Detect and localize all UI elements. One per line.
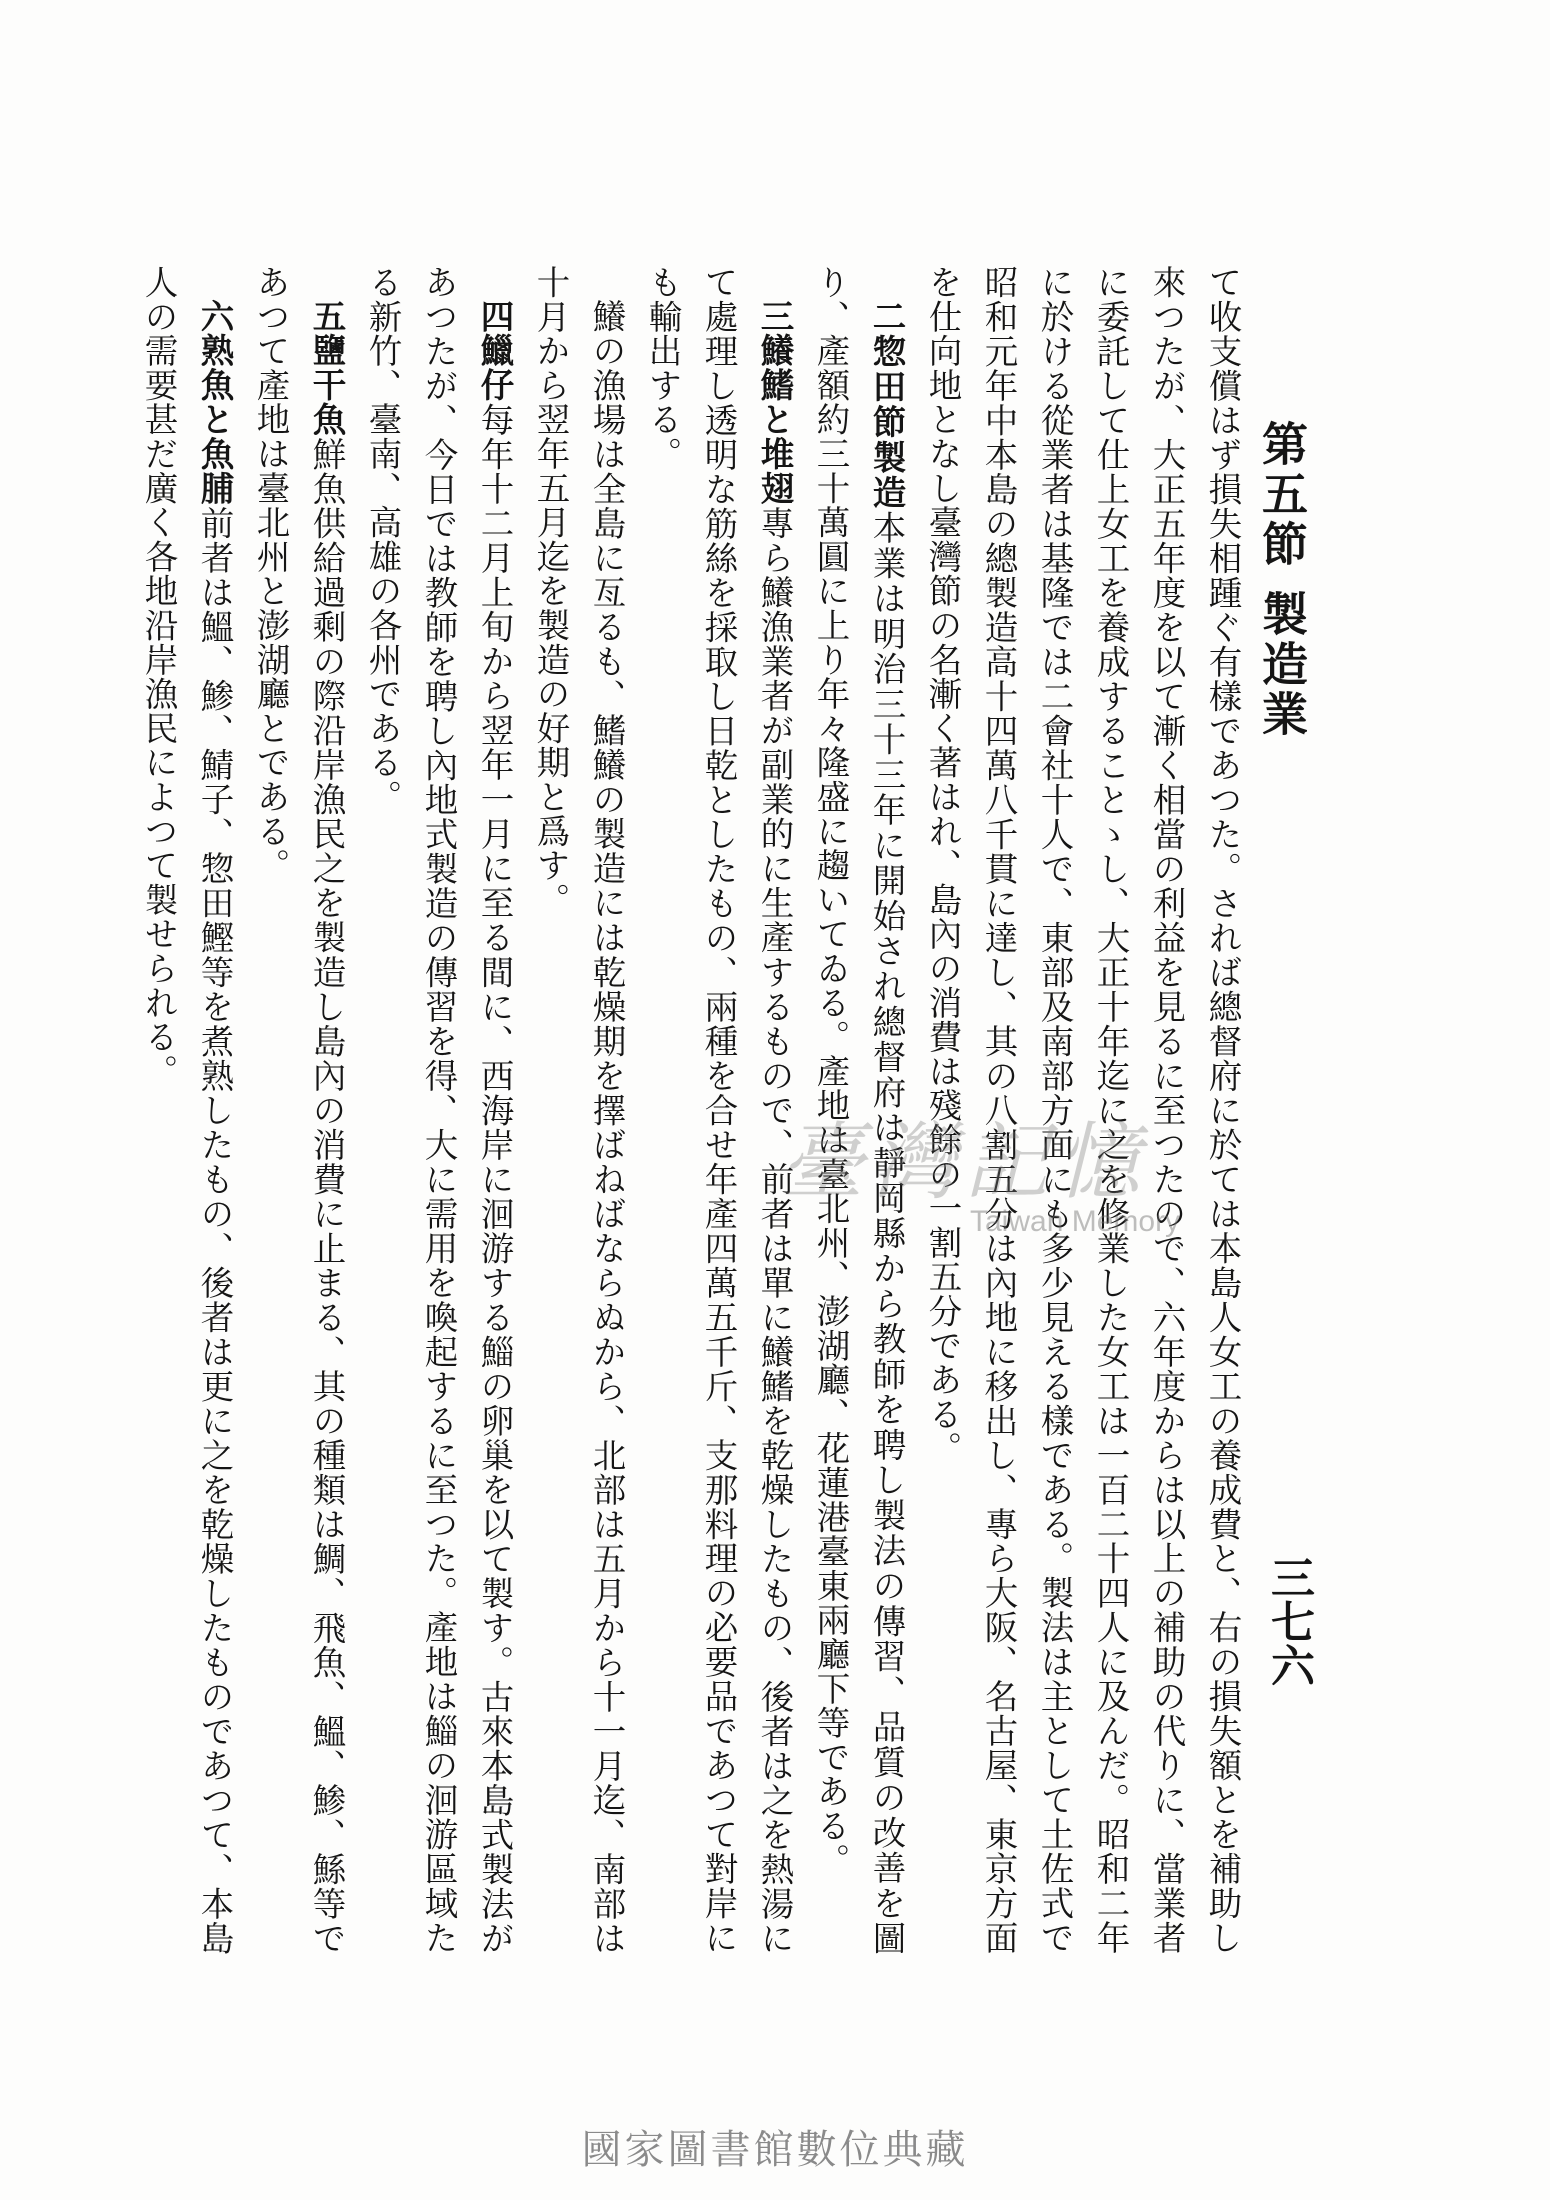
text-body: [130, 265, 1250, 1955]
paragraph-6: [130, 265, 242, 1955]
paragraph-3-continued: 鱶の漁場は全島に亙るも、鰭鱶の製造には乾燥期を擇ばねばならぬから、北部は五月から十一月迄、南部は十月から翌年五月迄を製造の好期と爲す。: [531, 265, 626, 1955]
section-heading: 鱶鰭と堆翅: [755, 333, 794, 506]
section-body: 鮮魚供給過剩の際沿岸漁民之を製造し島內の消費に止まる、其の種類は鯛、飛魚、鰮、鯵、鯀等であつて產地は臺北州と澎湖廳とである。: [251, 265, 346, 1955]
section-number: 六: [195, 298, 234, 334]
paragraph-3: [634, 265, 802, 1955]
section-body: 本業は明治三十三年に開始され總督府は靜岡縣から教師を聘し製法の傳習、品質の改善を圖り、產額約三十萬圓に上り年々隆盛に趨いてゐる。產地は臺北州、澎湖廳、花蓮港臺東兩廳下等である。: [811, 265, 906, 1955]
section-number: 二: [867, 298, 906, 334]
section-number: 四: [475, 298, 514, 334]
section-header: 第五節 製造業: [1255, 420, 1309, 741]
section-number: 三: [755, 298, 794, 334]
section-heading: 熟魚と魚脯: [195, 333, 234, 506]
paragraph-5: [242, 265, 354, 1955]
page-number: 三七六: [1263, 1555, 1314, 1687]
section-heading: 鱲仔: [475, 333, 514, 403]
footer-caption: 國家圖書館數位典藏: [581, 2127, 969, 2173]
watermark-logo-text: 臺灣記憶: [780, 1113, 1149, 1211]
section-body: 專ら鱶漁業者が副業的に生產するもので、前者は單に鱶鰭を乾燥したもの、後者は之を熱湯にて處理し透明な筋絲を採取し日乾としたもの、兩種を合せ年產四萬五千斤、支那料理の必要品であつて對岸にも輸出する。: [643, 265, 794, 1955]
section-number: 五: [307, 298, 346, 334]
section-body: 每年十二月上旬から翌年一月に至る間に、西海岸に洄游する鯔の卵巢を以て製す。古來本島式製法があつたが、今日では教師を聘し內地式製造の傳習を得、大に需用を喚起するに至つた。產地は鯔の洄游區域たる新竹、臺南、高雄の各州である。: [363, 265, 514, 1955]
paragraph-1: て收支償はず損失相踵ぐ有樣であつた。されば總督府に於ては本島人女工の養成費と、右の損失額とを補助し來つたが、大正五年度を以て漸く相當の利益を見るに至つたので、六年度からは以上の補助の代りに、當業者に委託して仕上女工を養成することゝし、大正十年迄に之を修業した女工は一百二十四人に及んだ。昭和二年に於ける從業者は基隆では二會社十人で、東部及南部方面にも多少見える樣である。製法は主として土佐式で昭和元年中本島の總製造高十四萬八千貫に達し、其の八割五分は內地に移出し、專ら大阪、名古屋、東京方面を仕向地となし臺灣節の名漸く著はれ、島內の消費は殘餘の一割五分である。: [923, 265, 1242, 1955]
paragraph-2: [802, 265, 914, 1955]
watermark-english-text: Taiwan Memory: [970, 1205, 1181, 1238]
section-heading: 惣田節製造: [867, 333, 906, 511]
section-body: 前者は鰮、鯵、鯖子、惣田鰹等を煮熟したもの、後者は更に之を乾燥したものであつて、本島人の需要甚だ廣く各地沿岸漁民によつて製せられる。: [139, 265, 234, 1955]
paragraph-4: [354, 265, 522, 1955]
section-heading: 鹽干魚: [307, 333, 346, 437]
